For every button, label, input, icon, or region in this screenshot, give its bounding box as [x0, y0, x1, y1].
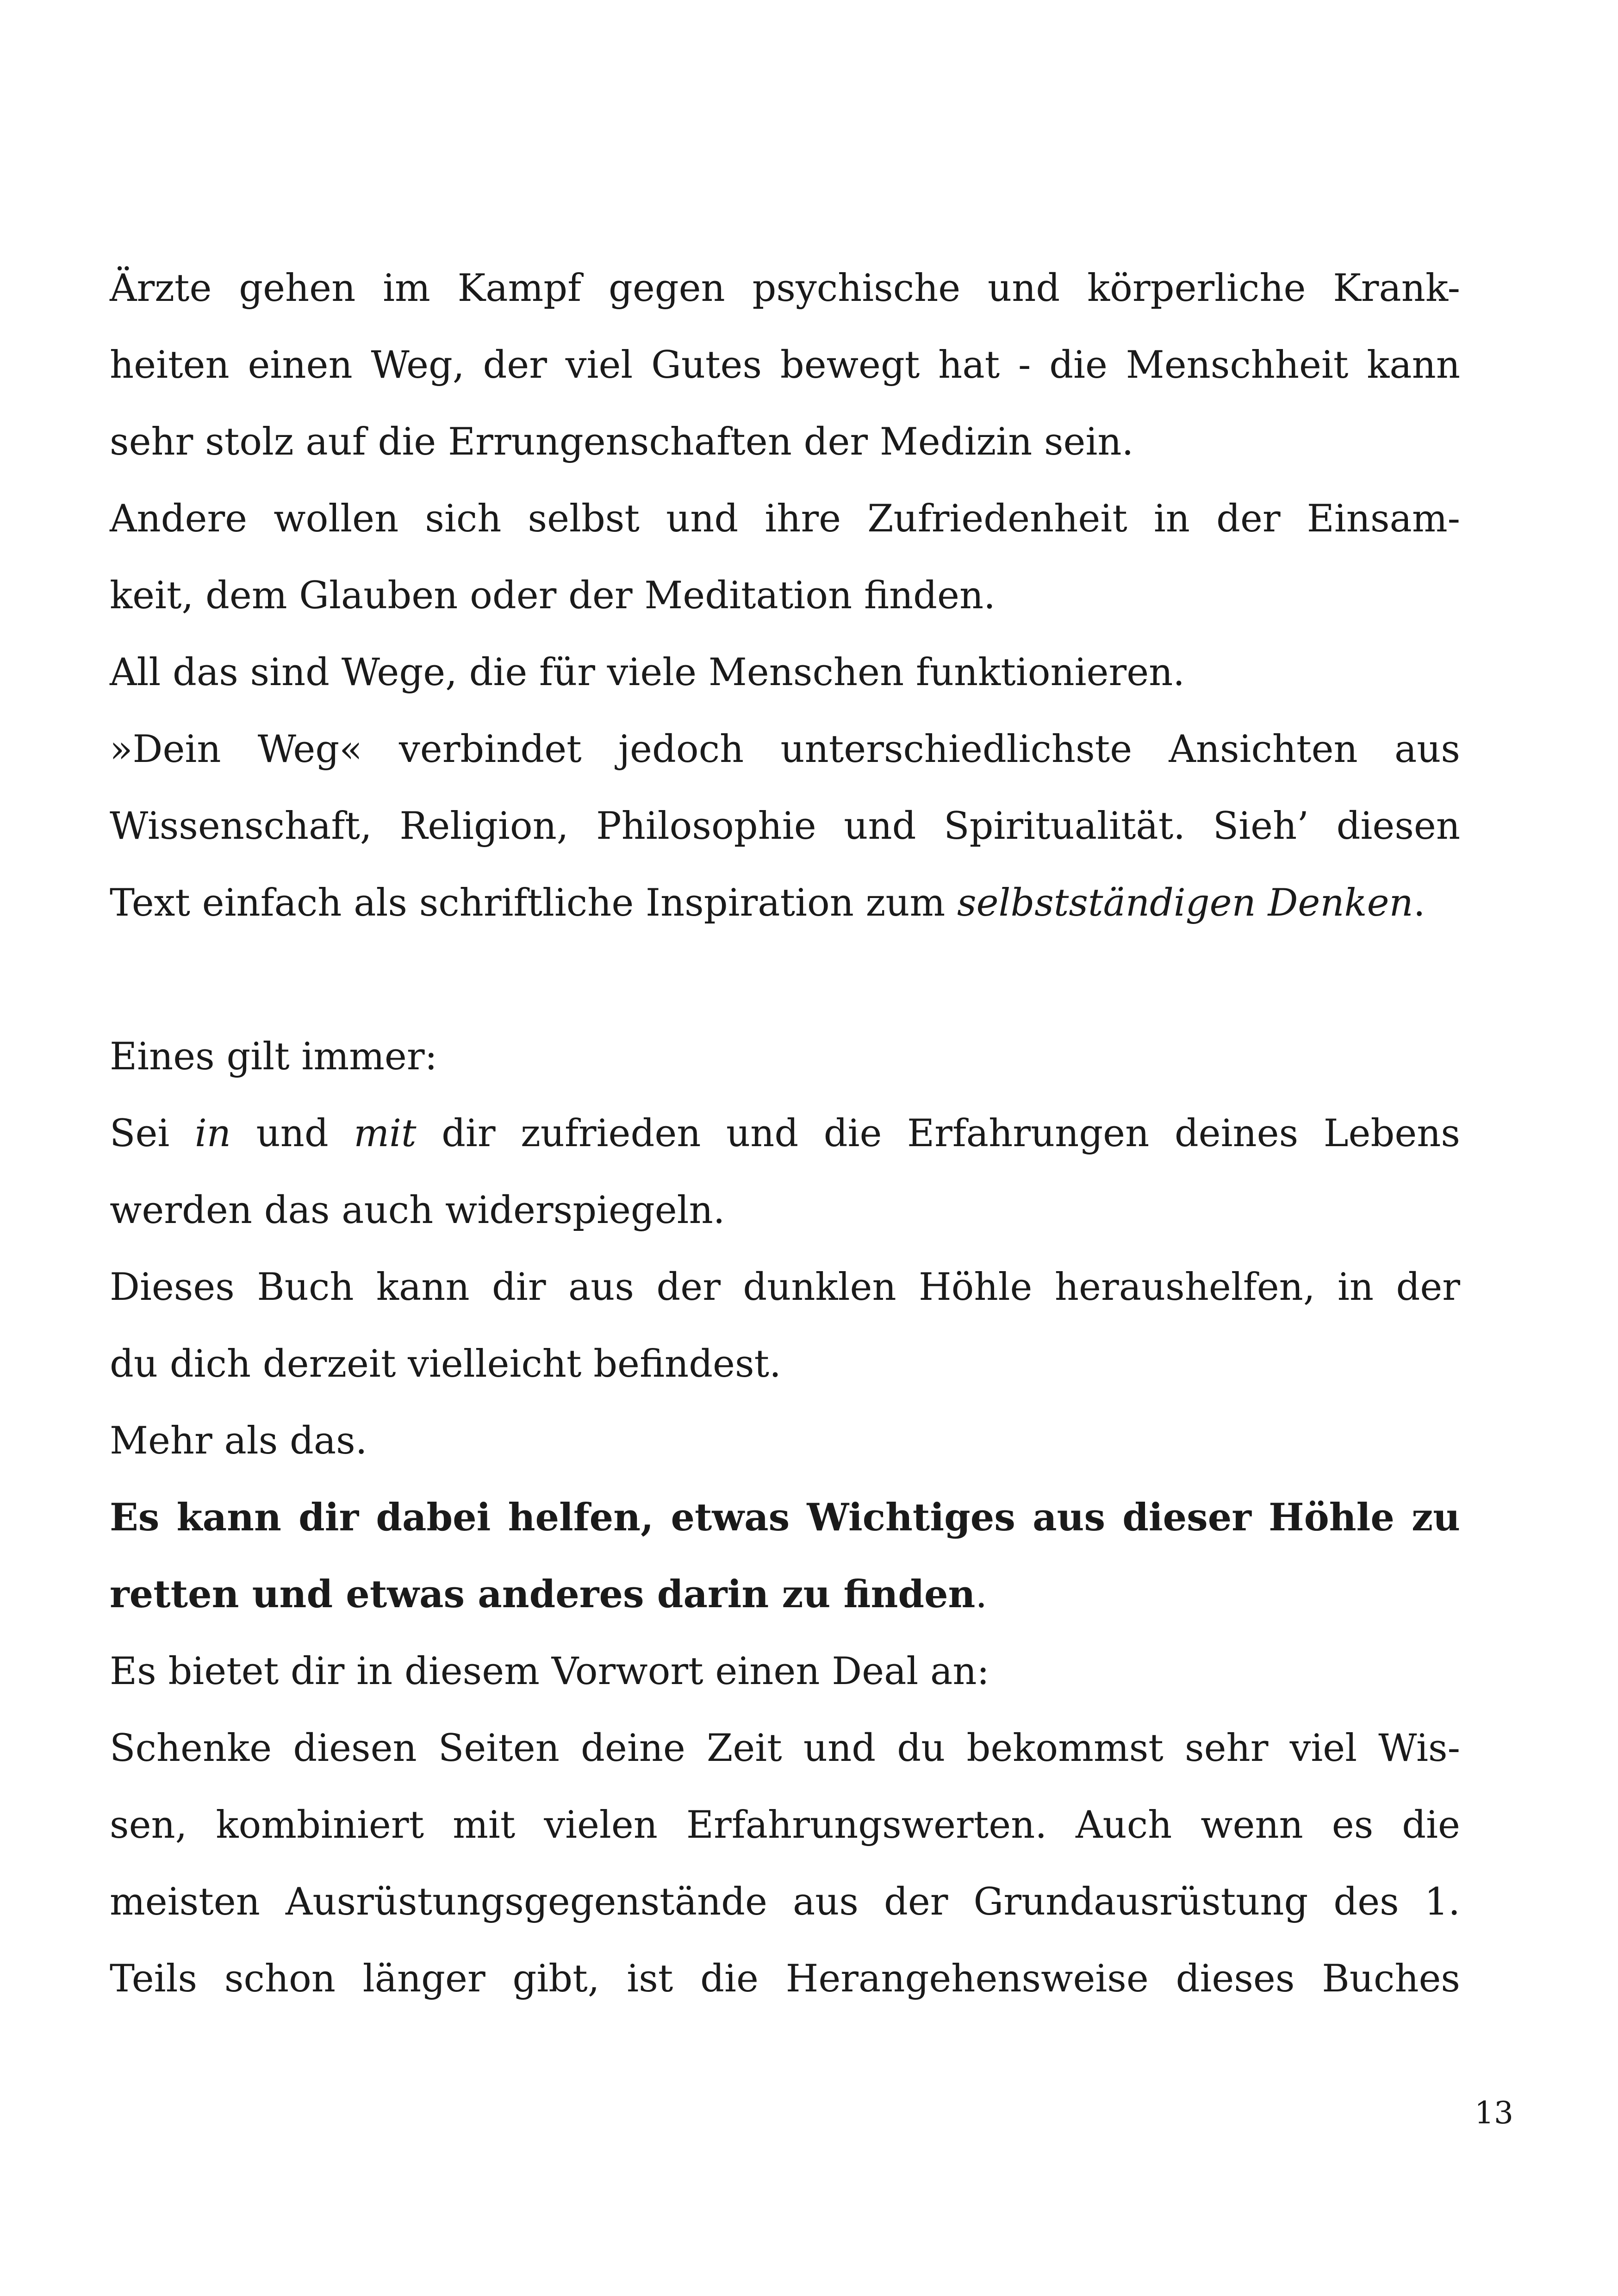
text-segment: Dieses Buch kann dir aus der dunklen Höhle heraushelfen, in der — [110, 1266, 1460, 1309]
paragraph-gap — [110, 942, 1460, 1018]
text-segment: Ärzte gehen im Kampf gegen psychische und körperliche Krank- — [110, 267, 1460, 310]
text-line — [110, 1326, 1460, 1403]
text-line — [110, 1940, 1460, 2017]
text-line — [110, 1249, 1460, 1326]
text-segment: dir zufrieden und die Erfahrungen deines Lebens — [416, 1112, 1460, 1155]
paragraph — [110, 1095, 1460, 1249]
text-segment: du dich derzeit vielleicht befindest. — [110, 1342, 781, 1386]
body-text — [110, 250, 1460, 2017]
text-segment: sen, kombiniert mit vielen Erfahrungswerten. Auch wenn es die — [110, 1803, 1460, 1847]
text-segment: Andere wollen sich selbst und ihre Zufriedenheit in der Einsam- — [110, 497, 1460, 541]
text-segment: sehr stolz auf die Errungenschaften der Medizin sein. — [110, 420, 1134, 464]
paragraph — [110, 480, 1460, 634]
text-segment: Schenke diesen Seiten deine Zeit und du bekommst sehr viel Wis- — [110, 1727, 1460, 1770]
text-line — [110, 865, 1460, 942]
text-line — [110, 1710, 1460, 1787]
paragraph — [110, 250, 1460, 480]
text-line — [110, 1403, 1460, 1479]
text-segment: und — [230, 1112, 354, 1155]
text-line — [110, 557, 1460, 634]
text-line — [110, 480, 1460, 557]
bold-text: Es kann dir dabei helfen, etwas Wichtiges aus dieser Höhle zu — [110, 1496, 1460, 1540]
text-line — [110, 788, 1460, 865]
text-line — [110, 1479, 1460, 1556]
text-line — [110, 1095, 1460, 1172]
paragraph — [110, 1249, 1460, 1403]
text-segment: meisten Ausrüstungsgegenstände aus der Grundausrüstung des 1. — [110, 1880, 1460, 1924]
text-segment: werden das auch widerspiegeln. — [110, 1189, 725, 1232]
paragraph — [110, 1710, 1460, 2017]
text-segment: All das sind Wege, die für viele Menschen funktionieren. — [110, 651, 1185, 694]
italic-text: in — [194, 1112, 231, 1155]
paragraph — [110, 634, 1460, 711]
paragraph — [110, 1403, 1460, 1479]
text-line — [110, 1556, 1460, 1633]
text-line — [110, 327, 1460, 404]
paragraph — [110, 711, 1460, 942]
text-line — [110, 404, 1460, 480]
text-line — [110, 1172, 1460, 1249]
text-segment: keit, dem Glauben oder der Meditation finden. — [110, 574, 996, 618]
text-segment: Wissenschaft, Religion, Philosophie und Spiritualität. Sieh’ diesen — [110, 805, 1460, 848]
italic-text: mit — [354, 1112, 417, 1155]
text-line — [110, 1864, 1460, 1940]
text-line — [110, 711, 1460, 788]
bold-text: retten und etwas anderes darin zu finden — [110, 1572, 976, 1616]
page-number: 13 — [1475, 2095, 1513, 2131]
paragraph — [110, 1018, 1460, 1095]
italic-text: selbstständigen Denken — [957, 881, 1413, 925]
text-segment: Teils schon länger gibt, ist die Herangehensweise dieses Buches — [110, 1957, 1460, 2001]
text-segment: »Dein Weg« verbindet jedoch unterschiedlichste Ansichten aus — [110, 728, 1460, 771]
text-line — [110, 250, 1460, 327]
text-segment: . — [975, 1573, 988, 1616]
text-segment: heiten einen Weg, der viel Gutes bewegt hat - die Menschheit kann — [110, 343, 1460, 387]
text-line — [110, 1787, 1460, 1864]
text-segment: Mehr als das. — [110, 1419, 367, 1463]
paragraph — [110, 1633, 1460, 1710]
text-segment: Es bietet dir in diesem Vorwort einen Deal an: — [110, 1650, 989, 1693]
text-line — [110, 1018, 1460, 1095]
paragraph — [110, 1479, 1460, 1633]
text-segment: Eines gilt immer: — [110, 1035, 437, 1079]
text-line — [110, 1633, 1460, 1710]
text-segment: Sei — [110, 1112, 195, 1155]
text-segment: . — [1413, 881, 1425, 925]
text-segment: Text einfach als schriftliche Inspiration zum — [110, 881, 958, 925]
text-line — [110, 634, 1460, 711]
